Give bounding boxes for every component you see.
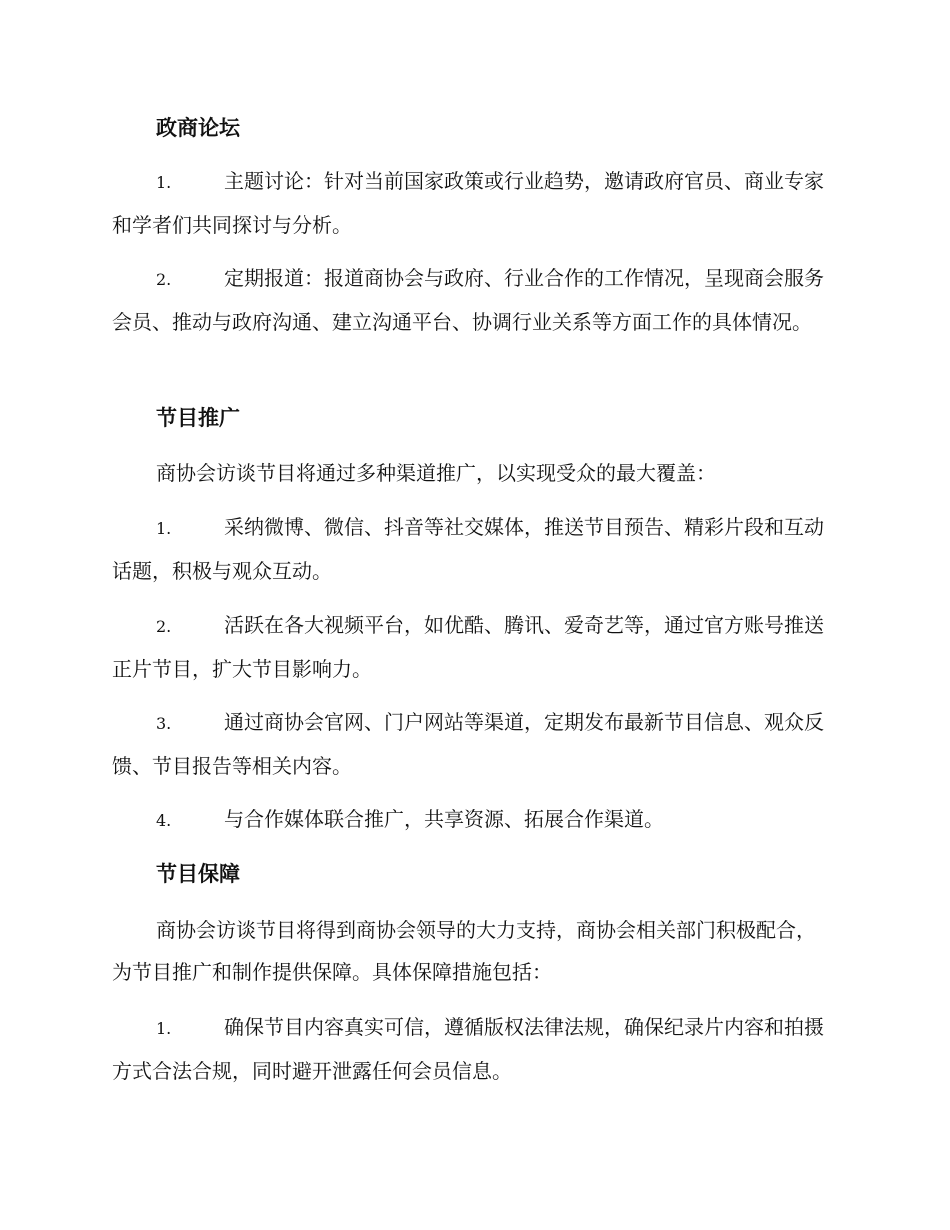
list-item (112, 604, 834, 690)
list-text: 确保节目内容真实可信，遵循版权法律法规，确保纪录片内容和拍摄方式合法合规，同时避开泄露任何会员信息。 (112, 1015, 824, 1083)
section-heading: 节目保障 (156, 861, 240, 886)
list-number: 3. (156, 714, 172, 733)
list-item (112, 506, 834, 592)
list-text: 通过商协会官网、门户网站等渠道，定期发布最新节目信息、观众反馈、节目报告等相关内容。 (112, 710, 824, 778)
list-number: 4. (156, 811, 172, 830)
list-text: 与合作媒体联合推广，共享资源、拓展合作渠道。 (224, 807, 664, 831)
list-number: 1. (156, 1019, 172, 1038)
list-item (112, 257, 834, 343)
list-number: 2. (156, 270, 172, 289)
list-number: 1. (156, 173, 172, 192)
list-item (112, 701, 834, 787)
section-heading: 节目推广 (156, 405, 240, 430)
section-heading: 政商论坛 (156, 115, 240, 140)
list-text: 采纳微博、微信、抖音等社交媒体，推送节目预告、精彩片段和互动话题，积极与观众互动。 (112, 515, 824, 583)
paragraph: 商协会访谈节目将通过多种渠道推广，以实现受众的最大覆盖： (156, 461, 716, 485)
list-item (112, 798, 834, 842)
list-text: 活跃在各大视频平台，如优酷、腾讯、爱奇艺等，通过官方账号推送正片节目，扩大节目影响力。 (112, 613, 824, 681)
list-number: 1. (156, 519, 172, 538)
list-item (112, 160, 834, 246)
list-number: 2. (156, 617, 172, 636)
list-text: 主题讨论：针对当前国家政策或行业趋势，邀请政府官员、商业专家和学者们共同探讨与分析。 (112, 169, 824, 237)
paragraph: 商协会访谈节目将得到商协会领导的大力支持，商协会相关部门积极配合，为节目推广和制作提供保障。具体保障措施包括： (112, 918, 816, 984)
list-text: 定期报道：报道商协会与政府、行业合作的工作情况，呈现商会服务会员、推动与政府沟通、建立沟通平台、协调行业关系等方面工作的具体情况。 (112, 266, 824, 334)
list-item (112, 1006, 834, 1092)
